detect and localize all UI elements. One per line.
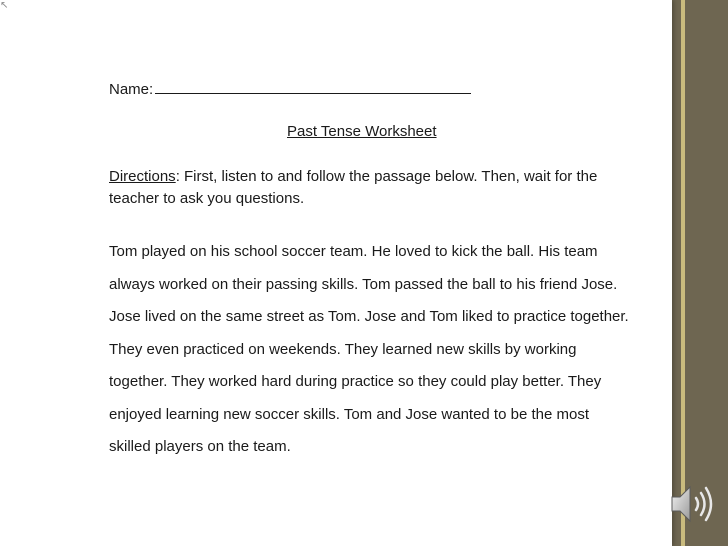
worksheet-title: Past Tense Worksheet xyxy=(287,123,437,140)
accent-rule xyxy=(681,0,685,546)
slide-corner-mark: ↖ xyxy=(0,0,9,11)
name-field-line xyxy=(109,78,471,100)
name-label: Name: xyxy=(109,81,154,98)
directions xyxy=(109,166,629,210)
directions-text: : First, listen to and follow the passage below. Then, wait for the teacher to ask you questions. xyxy=(109,168,598,207)
name-blank xyxy=(155,78,471,94)
speaker-icon[interactable] xyxy=(668,482,718,526)
reading-passage: Tom played on his school soccer team. He loved to kick the ball. His team always worked on their passing skills. Tom passed the ball to his friend Jose. Jose lived on the same street as Tom. Jose and Tom liked to practice together. They even practiced on weekends. They learned new skills by working together. They worked hard during practice so they could play better. They enjoyed learning new soccer skills. Tom and Jose wanted to be the most skilled players on the team. xyxy=(109,243,629,455)
directions-label: Directions xyxy=(109,168,176,185)
